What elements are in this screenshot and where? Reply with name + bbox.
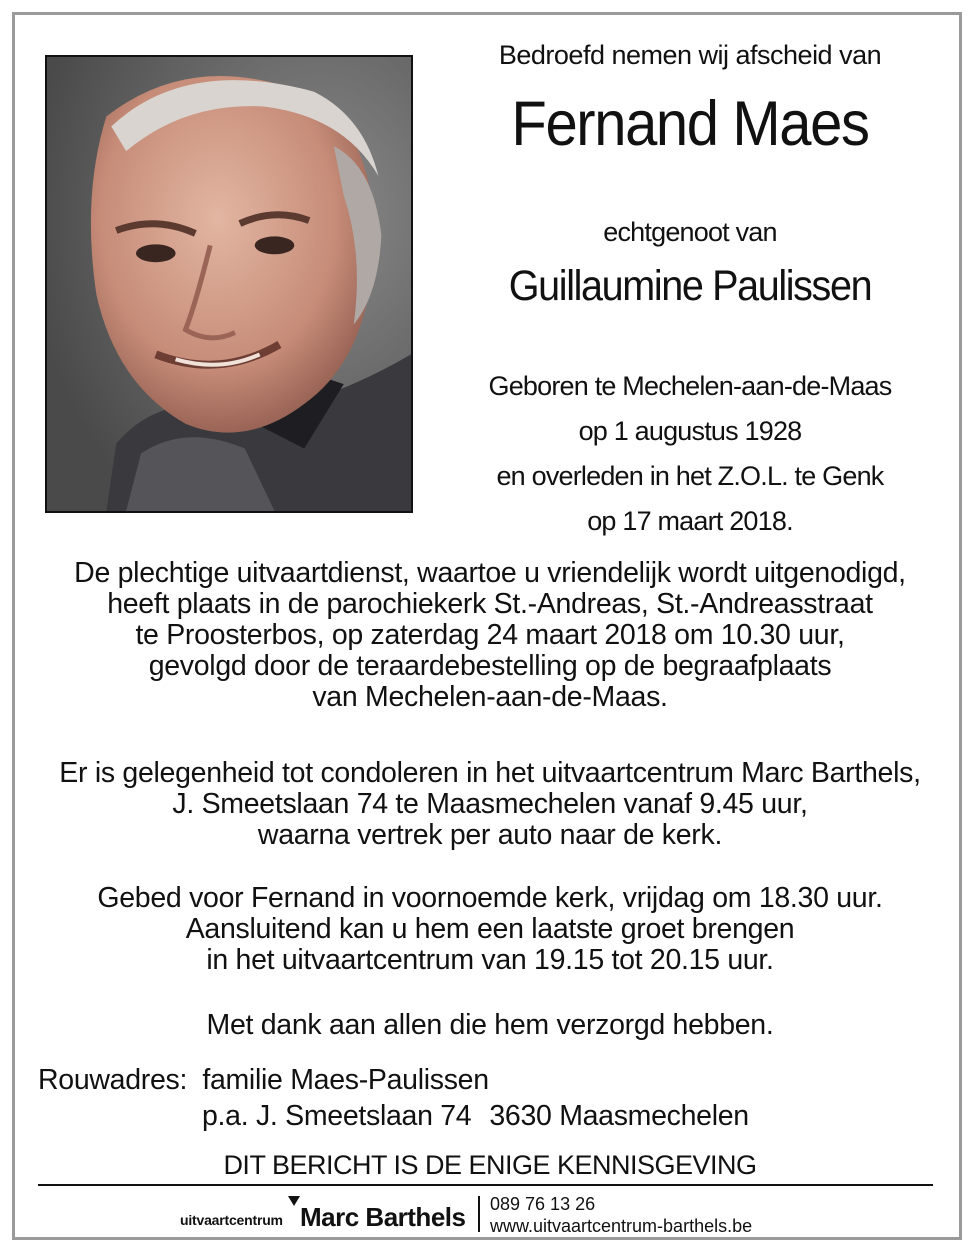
spouse-name: Guillaumine Paulissen [508,262,872,310]
prayer-line: in het uitvaartcentrum van 19.15 tot 20.15 uur. [206,944,774,976]
service-line: heeft plaats in de parochiekerk St.-Andreas, St.-Andreasstraat [107,588,873,620]
portrait-image [47,57,411,511]
service-line: De plechtige uitvaartdienst, waartoe u vriendelijk wordt uitgenodigd, [74,557,906,589]
prayer-line: Aansluitend kan u hem een laatste groet brengen [185,913,795,945]
portrait-photo [45,55,413,513]
condolence-line: J. Smeetslaan 74 te Maasmechelen vanaf 9.45 uur, [172,788,808,820]
birth-death-block [465,364,915,544]
service-line: gevolgd door de teraardebestelling op de begraafplaats [148,650,832,682]
website-link[interactable]: www.uitvaartcentrum-barthels.be [490,1216,753,1236]
birth-death-line: op 1 augustus 1928 [578,416,802,446]
logo-big-text: Marc Barthels [300,1202,466,1232]
logo-small-text: uitvaartcentrum [180,1212,283,1228]
divider [38,1184,933,1186]
service-line: te Proosterbos, op zaterdag 24 maart 2018 om 10.30 uur, [135,619,845,651]
phone-number: 089 76 13 26 [490,1194,596,1214]
intro-text: Bedroefd nemen wij afscheid van [498,40,882,70]
condolence-line: Er is gelegenheid tot condoleren in het uitvaartcentrum Marc Barthels, [59,757,921,789]
address-family: familie Maes-Paulissen [202,1064,489,1096]
address-street: p.a. J. Smeetslaan 74 [202,1100,472,1132]
deceased-name: Fernand Maes [511,89,869,159]
birth-death-line: Geboren te Mechelen-aan-de-Maas [488,371,892,401]
prayer-line: Gebed voor Fernand in voornoemde kerk, vrijdag om 18.30 uur. [97,882,883,914]
notice-text: DIT BERICHT IS DE ENIGE KENNISGEVING [223,1150,757,1180]
service-line: van Mechelen-aan-de-Maas. [312,681,668,713]
thanks-text: Met dank aan allen die hem verzorgd hebben. [206,1009,774,1041]
birth-death-line: en overleden in het Z.O.L. te Genk [496,461,884,491]
contact-info [490,1193,752,1237]
spouse-label: echtgenoot van [603,217,777,247]
logo-separator [478,1196,480,1232]
condolence-paragraph [20,758,960,851]
address-label: Rouwadres: [38,1064,188,1096]
birth-death-line: op 17 maart 2018. [587,506,793,536]
condolence-line: waarna vertrek per auto naar de kerk. [257,819,723,851]
mourning-address [38,1062,749,1134]
address-city: 3630 Maasmechelen [489,1100,749,1132]
prayer-paragraph [20,883,960,976]
triangle-icon [288,1196,300,1206]
service-paragraph [20,558,960,713]
